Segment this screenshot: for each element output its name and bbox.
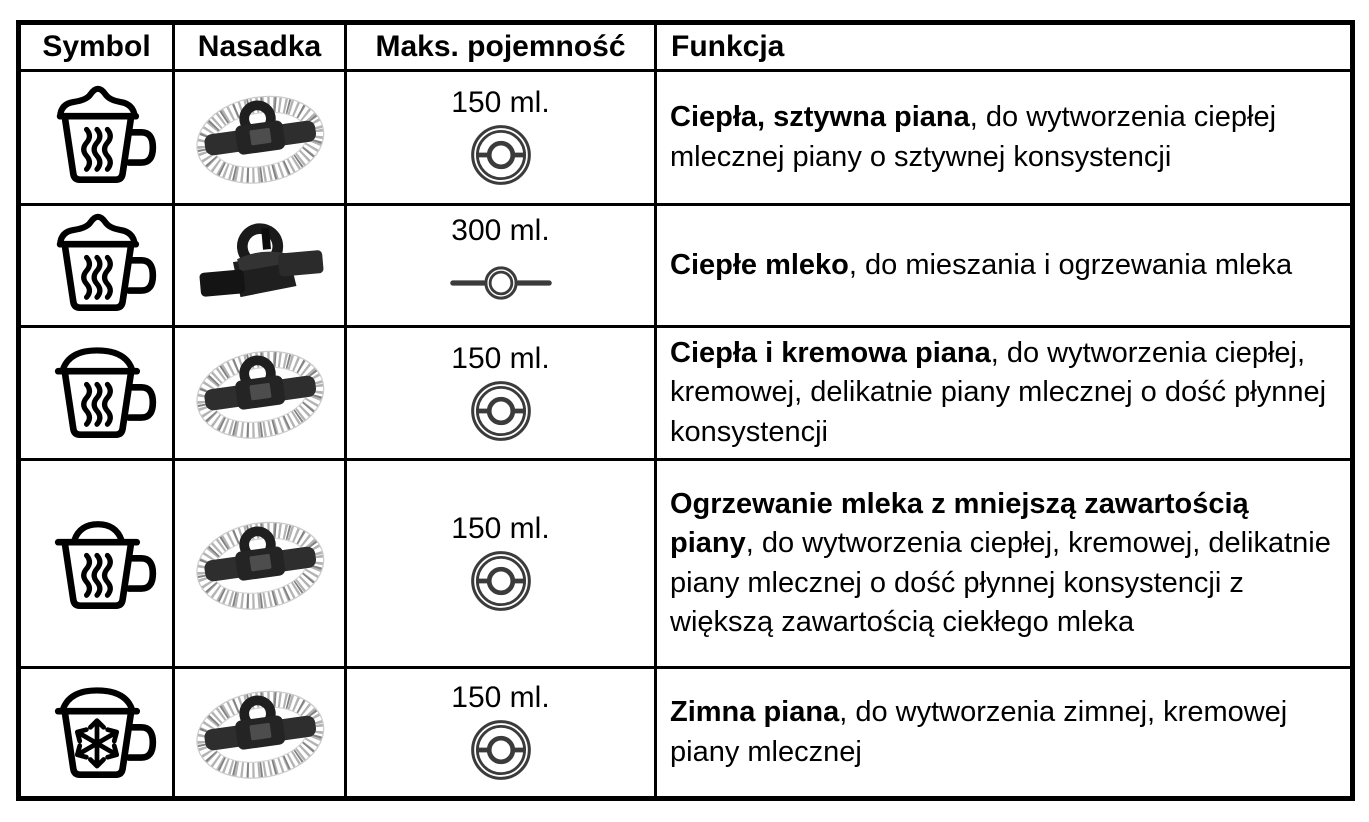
- function-description: , do mieszania i ogrzewania mleka: [848, 248, 1293, 281]
- table-header: [19, 23, 1353, 71]
- column-header-nasadka: Nasadka: [174, 23, 346, 71]
- attachment-cell: [174, 668, 346, 799]
- stirrer-paddle-icon: [184, 211, 336, 321]
- capacity-value: 300 ml.: [451, 214, 550, 247]
- whisk-spring-icon: [184, 338, 336, 448]
- whisk-spring-icon: [184, 509, 336, 619]
- capacity-cell: [346, 668, 656, 799]
- cup-lowdome-steam-icon: [34, 511, 160, 617]
- function-title: Ciepłe mleko: [670, 248, 849, 281]
- symbol-cell: [19, 205, 174, 327]
- capacity-cell: [346, 205, 656, 327]
- function-title: Ciepła i kremowa piana: [670, 337, 991, 369]
- function-cell: [656, 205, 1353, 327]
- table-row: [19, 71, 1353, 205]
- attachment-cell: [174, 71, 346, 205]
- froth-disc-icon: [449, 716, 553, 784]
- stirrer-side-icon: [449, 249, 553, 317]
- function-title: Zimna piana: [670, 696, 840, 729]
- table-row: [19, 327, 1353, 460]
- capacity-value: 150 ml.: [451, 512, 550, 546]
- function-cell: [656, 668, 1353, 799]
- capacity-cell: [346, 460, 656, 668]
- column-header-funkcja: Funkcja: [656, 23, 1353, 71]
- table-body: [19, 71, 1353, 799]
- whisk-spring-icon: [184, 678, 336, 788]
- table-row: [19, 460, 1353, 668]
- froth-disc-icon: [449, 121, 553, 189]
- capacity-value: 150 ml.: [451, 681, 550, 715]
- function-cell: [656, 327, 1353, 460]
- froth-disc-icon: [449, 377, 553, 445]
- whisk-spring-icon: [184, 83, 336, 193]
- attachment-cell: [174, 205, 346, 327]
- symbol-cell: [19, 327, 174, 460]
- frother-function-table: [16, 20, 1355, 801]
- table-row: [19, 205, 1353, 327]
- function-description: , do wytworzenia ciepłej, kremowej, delikatnie piany mlecznej o dość płynnej konsystencji: [670, 337, 1327, 448]
- attachment-cell: [174, 460, 346, 668]
- function-description: , do wytworzenia ciepłej, kremowej, delikatnie piany mlecznej o dość płynnej konsystencji z większą zawartością ciekłego mleka: [670, 527, 1331, 639]
- table-row: [19, 668, 1353, 799]
- function-title: Ciepła, sztywna piana: [670, 101, 970, 134]
- symbol-cell: [19, 460, 174, 668]
- froth-disc-icon: [449, 547, 553, 615]
- function-title: Ogrzewanie mleka z mniejszą zawartością piany: [670, 487, 1249, 560]
- function-description: , do wytworzenia ciepłej mlecznej piany o sztywnej konsystencji: [670, 101, 1277, 173]
- symbol-cell: [19, 668, 174, 799]
- function-cell: [656, 71, 1353, 205]
- capacity-cell: [346, 327, 656, 460]
- attachment-cell: [174, 327, 346, 460]
- cup-peak-steam-icon: [34, 213, 160, 319]
- function-cell: [656, 460, 1353, 668]
- function-description: , do wytworzenia zimnej, kremowej piany mlecznej: [670, 696, 1288, 768]
- cup-dome-steam-icon: [34, 340, 160, 446]
- capacity-cell: [346, 71, 656, 205]
- column-header-capacity: Maks. pojemność: [346, 23, 656, 71]
- capacity-value: 150 ml.: [451, 86, 550, 119]
- cup-dome-snowflake-icon: [34, 680, 160, 786]
- cup-peak-steam-icon: [34, 85, 160, 191]
- capacity-value: 150 ml.: [451, 341, 550, 375]
- column-header-symbol: Symbol: [19, 23, 174, 71]
- symbol-cell: [19, 71, 174, 205]
